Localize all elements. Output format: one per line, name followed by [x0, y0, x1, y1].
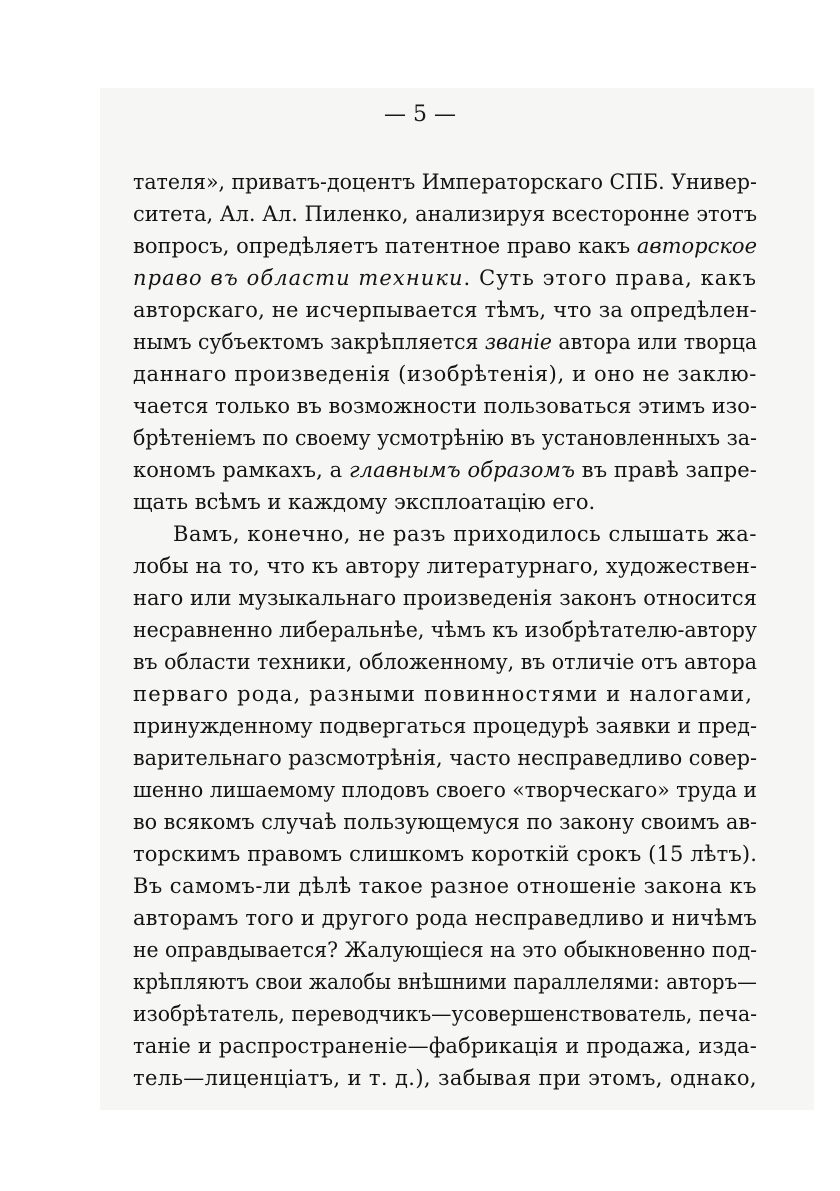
text-line: Въ самомъ-ли дѣлѣ такое разное отношеніе закона къ	[133, 874, 757, 898]
text-line: не оправдывается? Жалующіеся на это обыкновенно под-	[133, 938, 758, 962]
paragraph	[133, 518, 757, 1094]
text-line: Вамъ, конечно, не разъ приходилось слышать жа-	[173, 522, 757, 546]
text-line: кономъ рамкахъ, а главнымъ образомъ въ правѣ запре-	[133, 458, 757, 482]
text-line: авторамъ того и другого рода несправедливо и ничѣмъ	[133, 906, 757, 930]
text-line: даннаго произведенія (изобрѣтенія), и оно не заклю-	[133, 362, 758, 386]
text-line: принужденному подвергаться процедурѣ заявки и пред-	[133, 714, 757, 738]
text-line: нымъ субъектомъ закрѣпляется званіе автора или творца	[133, 330, 758, 354]
text-line: шенно лишаемому плодовъ своего «творческаго» труда и	[133, 778, 757, 802]
text-line: тель—лиценціатъ, и т. д.), забывая при этомъ, однако,	[133, 1066, 757, 1090]
text-line: лобы на то, что къ автору литературнаго, художествен-	[133, 554, 758, 578]
text-line: торскимъ правомъ слишкомъ короткій срокъ (15 лѣтъ).	[133, 842, 758, 866]
paragraph	[133, 166, 757, 518]
text-line: перваго рода, разными повинностями и налогами,	[133, 682, 754, 706]
text-line: крѣпляютъ свои жалобы внѣшними параллелями: авторъ—	[133, 970, 757, 994]
body-text	[133, 166, 757, 1094]
text-line: щать всѣмъ и каждому эксплоатацію его.	[133, 490, 596, 514]
text-line: несравненно либеральнѣе, чѣмъ къ изобрѣтателю-автору	[133, 618, 757, 642]
text-line: авторскаго, не исчерпывается тѣмъ, что за опредѣлен-	[133, 298, 757, 322]
text-line: брѣтеніемъ по своему усмотрѣнію въ установленныхъ за-	[133, 426, 757, 450]
text-line: таніе и распространеніе—фабрикація и продажа, изда-	[133, 1034, 757, 1058]
text-line: въ области техники, обложенному, въ отличіе отъ автора	[133, 650, 757, 674]
text-line: право въ области техники. Суть этого права, какъ	[133, 266, 758, 290]
text-line: наго или музыкальнаго произведенія законъ относится	[133, 586, 757, 610]
text-line: ситета, Ал. Ал. Пиленко, анализируя всесторонне этотъ	[133, 202, 757, 226]
text-line: во всякомъ случаѣ пользующемуся по закону своимъ ав-	[133, 810, 758, 834]
text-line: тателя», приватъ-доцентъ Императорскаго СПБ. Универ-	[133, 170, 757, 194]
text-line: чается только въ возможности пользоваться этимъ изо-	[133, 394, 758, 418]
text-line: изобрѣтатель, переводчикъ—усовершенствователь, печа-	[133, 1002, 757, 1026]
page-number: — 5 —	[384, 102, 456, 127]
text-line: варительнаго разсмотрѣнія, часто несправедливо совер-	[133, 746, 758, 770]
text-line: вопросъ, опредѣляетъ патентное право какъ авторское	[133, 234, 758, 258]
